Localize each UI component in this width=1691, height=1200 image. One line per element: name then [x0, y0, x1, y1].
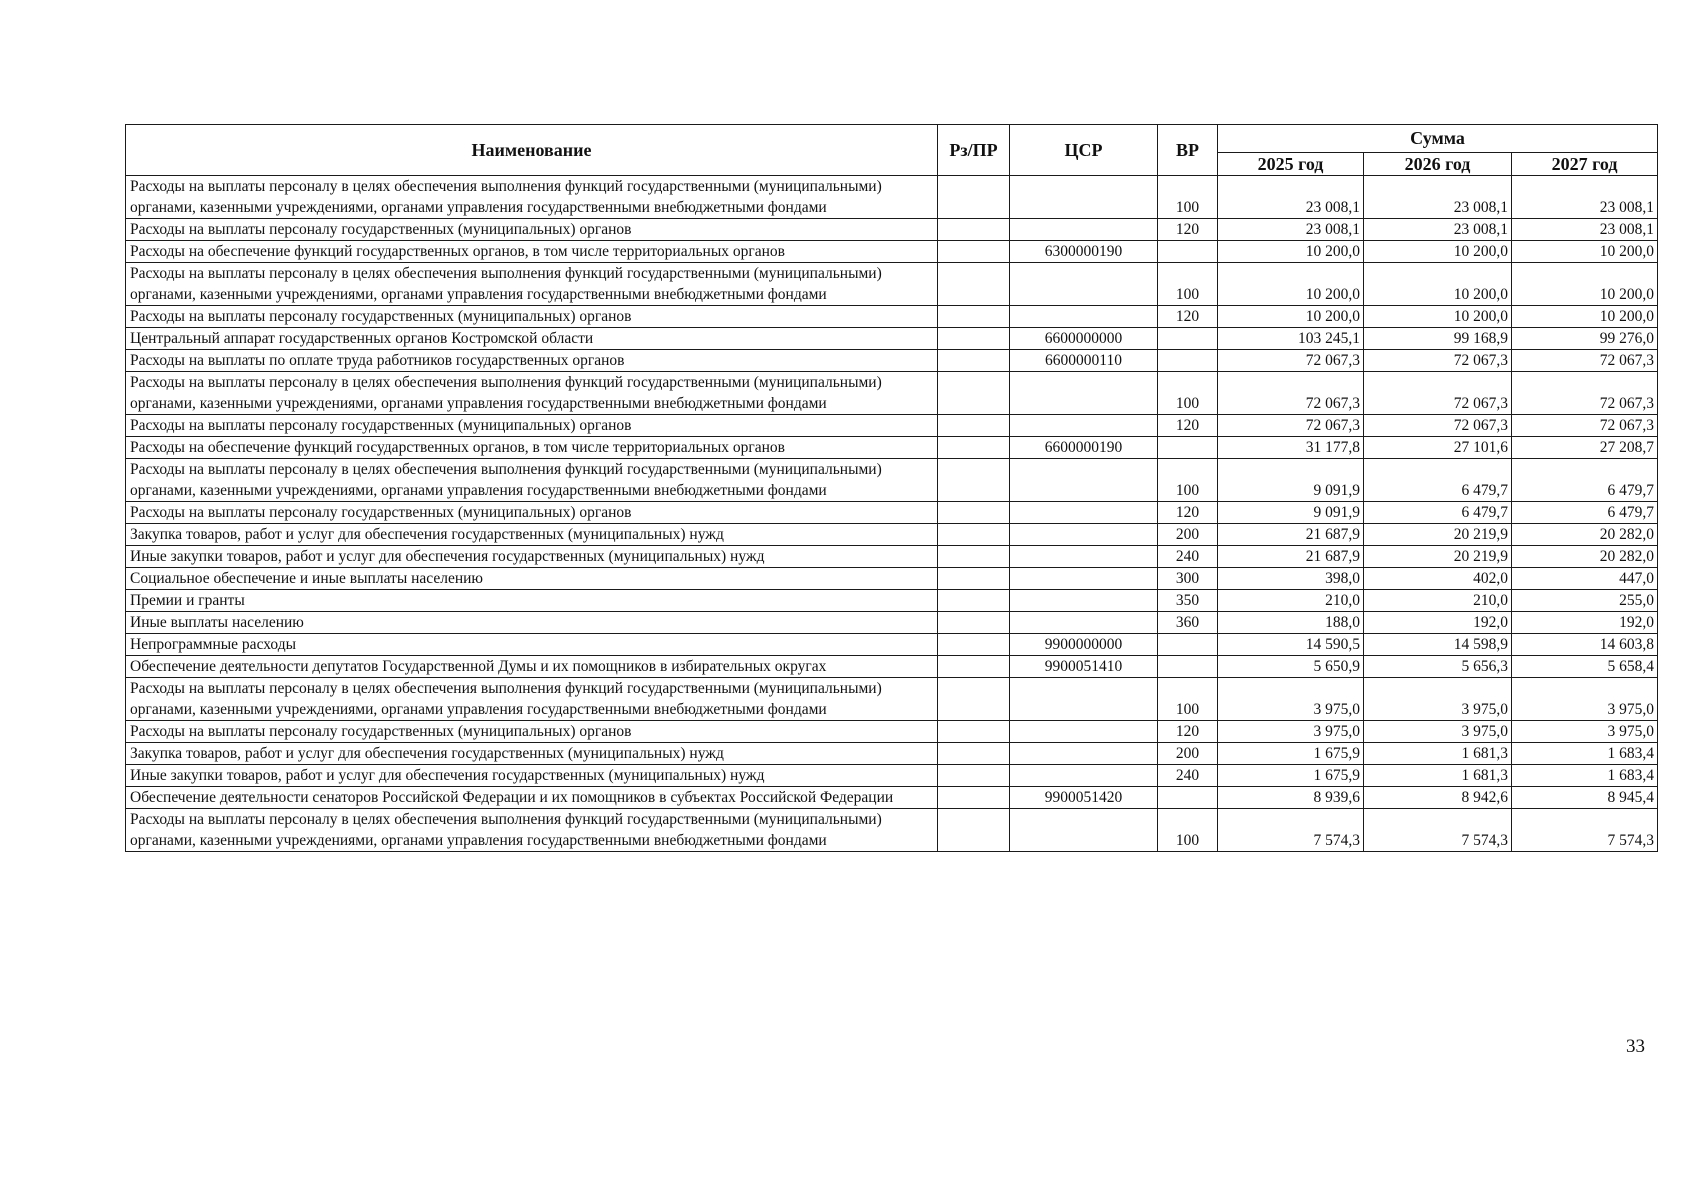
row-amount-2027: 5 658,4 — [1512, 656, 1658, 678]
row-name: Расходы на обеспечение функций государственных органов, в том числе территориальных органов — [126, 437, 938, 459]
row-rz-pr — [938, 765, 1010, 787]
header-sum: Сумма — [1218, 125, 1658, 153]
row-amount-2025: 72 067,3 — [1218, 415, 1364, 437]
header-rz-pr: Рз/ПР — [938, 125, 1010, 176]
page-number: 33 — [1626, 1036, 1645, 1057]
row-amount-2025: 7 574,3 — [1218, 809, 1364, 852]
row-amount-2026: 3 975,0 — [1364, 721, 1512, 743]
row-rz-pr — [938, 502, 1010, 524]
row-amount-2027: 1 683,4 — [1512, 743, 1658, 765]
row-amount-2026: 1 681,3 — [1364, 765, 1512, 787]
row-amount-2027: 72 067,3 — [1512, 372, 1658, 415]
row-vr — [1158, 241, 1218, 263]
row-rz-pr — [938, 241, 1010, 263]
table-row — [126, 656, 1658, 678]
table-row — [126, 350, 1658, 372]
row-csr — [1010, 263, 1158, 306]
row-rz-pr — [938, 743, 1010, 765]
row-amount-2025: 398,0 — [1218, 568, 1364, 590]
row-amount-2027: 1 683,4 — [1512, 765, 1658, 787]
row-name: Обеспечение деятельности депутатов Государственной Думы и их помощников в избирательных округах — [126, 656, 938, 678]
row-amount-2026: 20 219,9 — [1364, 546, 1512, 568]
row-amount-2026: 402,0 — [1364, 568, 1512, 590]
row-rz-pr — [938, 787, 1010, 809]
row-csr: 6300000190 — [1010, 241, 1158, 263]
header-year-2027: 2027 год — [1512, 153, 1658, 176]
row-amount-2025: 1 675,9 — [1218, 743, 1364, 765]
row-amount-2025: 10 200,0 — [1218, 263, 1364, 306]
row-rz-pr — [938, 568, 1010, 590]
table-row — [126, 502, 1658, 524]
row-amount-2027: 72 067,3 — [1512, 415, 1658, 437]
header-year-2026: 2026 год — [1364, 153, 1512, 176]
header-year-2025: 2025 год — [1218, 153, 1364, 176]
row-name: Расходы на выплаты персоналу в целях обеспечения выполнения функций государственными (муниципальными) органами, казенными учреждениями, органами управления государственными внебюджетными фондами — [126, 176, 938, 219]
table-row — [126, 590, 1658, 612]
row-name: Расходы на выплаты персоналу в целях обеспечения выполнения функций государственными (муниципальными) органами, казенными учреждениями, органами управления государственными внебюджетными фондами — [126, 809, 938, 852]
row-name: Расходы на выплаты по оплате труда работников государственных органов — [126, 350, 938, 372]
row-amount-2025: 188,0 — [1218, 612, 1364, 634]
row-amount-2026: 8 942,6 — [1364, 787, 1512, 809]
row-name: Расходы на выплаты персоналу в целях обеспечения выполнения функций государственными (муниципальными) органами, казенными учреждениями, органами управления государственными внебюджетными фондами — [126, 372, 938, 415]
row-rz-pr — [938, 372, 1010, 415]
row-csr — [1010, 721, 1158, 743]
table-row — [126, 459, 1658, 502]
row-amount-2027: 255,0 — [1512, 590, 1658, 612]
row-rz-pr — [938, 678, 1010, 721]
row-amount-2027: 20 282,0 — [1512, 546, 1658, 568]
row-name: Расходы на выплаты персоналу государственных (муниципальных) органов — [126, 415, 938, 437]
row-amount-2027: 10 200,0 — [1512, 263, 1658, 306]
row-csr: 6600000110 — [1010, 350, 1158, 372]
table-row — [126, 546, 1658, 568]
row-rz-pr — [938, 809, 1010, 852]
row-csr: 6600000190 — [1010, 437, 1158, 459]
table-row — [126, 678, 1658, 721]
row-vr: 120 — [1158, 721, 1218, 743]
row-rz-pr — [938, 546, 1010, 568]
row-amount-2026: 5 656,3 — [1364, 656, 1512, 678]
row-amount-2025: 9 091,9 — [1218, 502, 1364, 524]
row-csr — [1010, 546, 1158, 568]
row-vr — [1158, 787, 1218, 809]
row-rz-pr — [938, 656, 1010, 678]
row-amount-2027: 447,0 — [1512, 568, 1658, 590]
row-amount-2027: 6 479,7 — [1512, 459, 1658, 502]
row-amount-2026: 6 479,7 — [1364, 502, 1512, 524]
row-amount-2025: 21 687,9 — [1218, 546, 1364, 568]
row-name: Расходы на выплаты персоналу государственных (муниципальных) органов — [126, 721, 938, 743]
row-vr: 100 — [1158, 809, 1218, 852]
table-row — [126, 306, 1658, 328]
row-amount-2027: 10 200,0 — [1512, 241, 1658, 263]
row-csr — [1010, 765, 1158, 787]
row-vr — [1158, 656, 1218, 678]
row-amount-2027: 6 479,7 — [1512, 502, 1658, 524]
row-csr — [1010, 219, 1158, 241]
row-amount-2025: 9 091,9 — [1218, 459, 1364, 502]
row-amount-2026: 10 200,0 — [1364, 263, 1512, 306]
budget-table — [125, 124, 1658, 852]
row-vr: 200 — [1158, 524, 1218, 546]
row-csr — [1010, 590, 1158, 612]
row-csr: 9900000000 — [1010, 634, 1158, 656]
row-csr — [1010, 415, 1158, 437]
row-amount-2026: 210,0 — [1364, 590, 1512, 612]
row-vr: 100 — [1158, 372, 1218, 415]
row-amount-2025: 31 177,8 — [1218, 437, 1364, 459]
row-amount-2025: 1 675,9 — [1218, 765, 1364, 787]
row-amount-2026: 99 168,9 — [1364, 328, 1512, 350]
row-vr: 100 — [1158, 459, 1218, 502]
row-name: Иные закупки товаров, работ и услуг для обеспечения государственных (муниципальных) нужд — [126, 765, 938, 787]
row-rz-pr — [938, 634, 1010, 656]
row-csr — [1010, 743, 1158, 765]
row-rz-pr — [938, 721, 1010, 743]
row-name: Расходы на выплаты персоналу государственных (муниципальных) органов — [126, 219, 938, 241]
row-amount-2025: 14 590,5 — [1218, 634, 1364, 656]
row-rz-pr — [938, 263, 1010, 306]
row-csr — [1010, 372, 1158, 415]
row-vr: 240 — [1158, 546, 1218, 568]
row-name: Обеспечение деятельности сенаторов Российской Федерации и их помощников в субъектах Российской Федерации — [126, 787, 938, 809]
table-row — [126, 219, 1658, 241]
row-vr — [1158, 634, 1218, 656]
row-amount-2026: 72 067,3 — [1364, 415, 1512, 437]
row-amount-2025: 210,0 — [1218, 590, 1364, 612]
row-amount-2026: 6 479,7 — [1364, 459, 1512, 502]
row-amount-2026: 7 574,3 — [1364, 809, 1512, 852]
table-row — [126, 765, 1658, 787]
row-amount-2027: 14 603,8 — [1512, 634, 1658, 656]
row-amount-2026: 23 008,1 — [1364, 219, 1512, 241]
row-name: Закупка товаров, работ и услуг для обеспечения государственных (муниципальных) нужд — [126, 743, 938, 765]
row-name: Расходы на обеспечение функций государственных органов, в том числе территориальных органов — [126, 241, 938, 263]
row-rz-pr — [938, 612, 1010, 634]
row-vr — [1158, 328, 1218, 350]
row-vr: 120 — [1158, 219, 1218, 241]
row-amount-2027: 72 067,3 — [1512, 350, 1658, 372]
table-row — [126, 415, 1658, 437]
table-row — [126, 743, 1658, 765]
table-row — [126, 787, 1658, 809]
row-amount-2025: 23 008,1 — [1218, 176, 1364, 219]
row-amount-2025: 3 975,0 — [1218, 678, 1364, 721]
row-name: Закупка товаров, работ и услуг для обеспечения государственных (муниципальных) нужд — [126, 524, 938, 546]
row-amount-2027: 3 975,0 — [1512, 721, 1658, 743]
header-csr: ЦСР — [1010, 125, 1158, 176]
row-rz-pr — [938, 350, 1010, 372]
row-name: Расходы на выплаты персоналу в целях обеспечения выполнения функций государственными (муниципальными) органами, казенными учреждениями, органами управления государственными внебюджетными фондами — [126, 678, 938, 721]
row-rz-pr — [938, 328, 1010, 350]
row-name: Расходы на выплаты персоналу государственных (муниципальных) органов — [126, 502, 938, 524]
row-amount-2025: 3 975,0 — [1218, 721, 1364, 743]
row-csr — [1010, 809, 1158, 852]
row-name: Расходы на выплаты персоналу в целях обеспечения выполнения функций государственными (муниципальными) органами, казенными учреждениями, органами управления государственными внебюджетными фондами — [126, 459, 938, 502]
row-amount-2026: 72 067,3 — [1364, 350, 1512, 372]
row-rz-pr — [938, 306, 1010, 328]
table-row — [126, 568, 1658, 590]
header-vr: ВР — [1158, 125, 1218, 176]
row-csr: 9900051420 — [1010, 787, 1158, 809]
row-amount-2025: 10 200,0 — [1218, 241, 1364, 263]
row-csr — [1010, 502, 1158, 524]
table-row — [126, 809, 1658, 852]
table-row — [126, 328, 1658, 350]
row-vr: 350 — [1158, 590, 1218, 612]
row-csr — [1010, 678, 1158, 721]
row-amount-2026: 1 681,3 — [1364, 743, 1512, 765]
header-name: Наименование — [126, 125, 938, 176]
row-vr: 100 — [1158, 678, 1218, 721]
table-row — [126, 263, 1658, 306]
row-csr — [1010, 459, 1158, 502]
table-row — [126, 612, 1658, 634]
table-body — [126, 176, 1658, 852]
row-rz-pr — [938, 219, 1010, 241]
row-amount-2025: 10 200,0 — [1218, 306, 1364, 328]
row-amount-2026: 3 975,0 — [1364, 678, 1512, 721]
row-vr: 200 — [1158, 743, 1218, 765]
row-amount-2025: 23 008,1 — [1218, 219, 1364, 241]
row-name: Иные выплаты населению — [126, 612, 938, 634]
row-vr: 240 — [1158, 765, 1218, 787]
row-name: Иные закупки товаров, работ и услуг для обеспечения государственных (муниципальных) нужд — [126, 546, 938, 568]
row-csr — [1010, 568, 1158, 590]
row-csr — [1010, 612, 1158, 634]
row-amount-2025: 72 067,3 — [1218, 350, 1364, 372]
row-rz-pr — [938, 415, 1010, 437]
row-amount-2026: 27 101,6 — [1364, 437, 1512, 459]
row-amount-2025: 103 245,1 — [1218, 328, 1364, 350]
row-amount-2025: 5 650,9 — [1218, 656, 1364, 678]
row-amount-2027: 3 975,0 — [1512, 678, 1658, 721]
row-vr: 360 — [1158, 612, 1218, 634]
row-vr — [1158, 350, 1218, 372]
row-amount-2026: 14 598,9 — [1364, 634, 1512, 656]
row-rz-pr — [938, 590, 1010, 612]
table-row — [126, 176, 1658, 219]
row-amount-2025: 8 939,6 — [1218, 787, 1364, 809]
row-rz-pr — [938, 437, 1010, 459]
row-csr — [1010, 524, 1158, 546]
row-amount-2027: 23 008,1 — [1512, 176, 1658, 219]
row-amount-2027: 7 574,3 — [1512, 809, 1658, 852]
row-name: Расходы на выплаты персоналу государственных (муниципальных) органов — [126, 306, 938, 328]
row-amount-2027: 10 200,0 — [1512, 306, 1658, 328]
row-vr: 120 — [1158, 415, 1218, 437]
row-vr: 100 — [1158, 263, 1218, 306]
row-vr: 120 — [1158, 502, 1218, 524]
row-amount-2027: 27 208,7 — [1512, 437, 1658, 459]
row-name: Непрограммные расходы — [126, 634, 938, 656]
row-name: Премии и гранты — [126, 590, 938, 612]
row-csr — [1010, 306, 1158, 328]
row-csr: 9900051410 — [1010, 656, 1158, 678]
row-csr — [1010, 176, 1158, 219]
row-vr: 100 — [1158, 176, 1218, 219]
row-amount-2026: 192,0 — [1364, 612, 1512, 634]
row-amount-2025: 21 687,9 — [1218, 524, 1364, 546]
row-amount-2027: 20 282,0 — [1512, 524, 1658, 546]
row-amount-2026: 10 200,0 — [1364, 241, 1512, 263]
table-header — [126, 125, 1658, 176]
table-row — [126, 372, 1658, 415]
row-name: Расходы на выплаты персоналу в целях обеспечения выполнения функций государственными (муниципальными) органами, казенными учреждениями, органами управления государственными внебюджетными фондами — [126, 263, 938, 306]
row-amount-2026: 23 008,1 — [1364, 176, 1512, 219]
table-row — [126, 241, 1658, 263]
table-row — [126, 634, 1658, 656]
row-csr: 6600000000 — [1010, 328, 1158, 350]
row-amount-2026: 72 067,3 — [1364, 372, 1512, 415]
row-amount-2026: 20 219,9 — [1364, 524, 1512, 546]
row-amount-2027: 192,0 — [1512, 612, 1658, 634]
row-amount-2027: 8 945,4 — [1512, 787, 1658, 809]
row-amount-2027: 23 008,1 — [1512, 219, 1658, 241]
row-vr — [1158, 437, 1218, 459]
row-rz-pr — [938, 524, 1010, 546]
table-row — [126, 721, 1658, 743]
table-row — [126, 437, 1658, 459]
row-rz-pr — [938, 176, 1010, 219]
table-row — [126, 524, 1658, 546]
row-vr: 300 — [1158, 568, 1218, 590]
row-amount-2027: 99 276,0 — [1512, 328, 1658, 350]
row-vr: 120 — [1158, 306, 1218, 328]
row-name: Центральный аппарат государственных органов Костромской области — [126, 328, 938, 350]
row-rz-pr — [938, 459, 1010, 502]
row-amount-2025: 72 067,3 — [1218, 372, 1364, 415]
row-amount-2026: 10 200,0 — [1364, 306, 1512, 328]
row-name: Социальное обеспечение и иные выплаты населению — [126, 568, 938, 590]
